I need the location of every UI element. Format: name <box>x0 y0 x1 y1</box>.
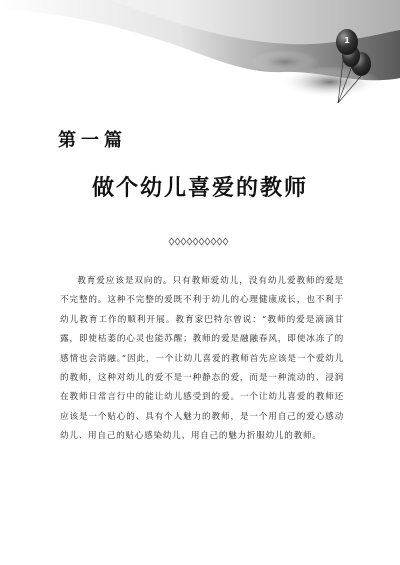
page-number: 1 <box>344 36 350 45</box>
diamond-divider <box>168 237 232 246</box>
header-balloon-art <box>0 0 400 115</box>
chapter-title: 做个幼儿喜爱的教师 <box>91 175 308 201</box>
part-label: 第一篇 <box>58 130 127 151</box>
body-paragraph: 教育爱应该是双向的。只有教师爱幼儿，没有幼儿爱教师的爱是不完整的。这种不完整的爱既不利于幼儿的心理健康成长，也不利于幼儿教育工作的顺利开展。教育家巴特尔曾说：“教师的爱是滴滴甘露，即使枯萎的心灵也能苏醒；教师的爱是融融春风，即使冰冻了的感情也会消融。”因此，一个让幼儿喜爱的教师首先应该是一个爱幼儿的教师，这种对幼儿的爱不是一种静态的爱，而是一种流动的、浸润在教师日常言行中的能让幼儿感受到的爱。一个让幼儿喜爱的教师还应该是一个贴心的、具有个人魅力的教师，是一个用自己的爱心感动幼儿、用自己的贴心感染幼儿、用自己的魅力折服幼儿的教师。 <box>60 276 344 442</box>
